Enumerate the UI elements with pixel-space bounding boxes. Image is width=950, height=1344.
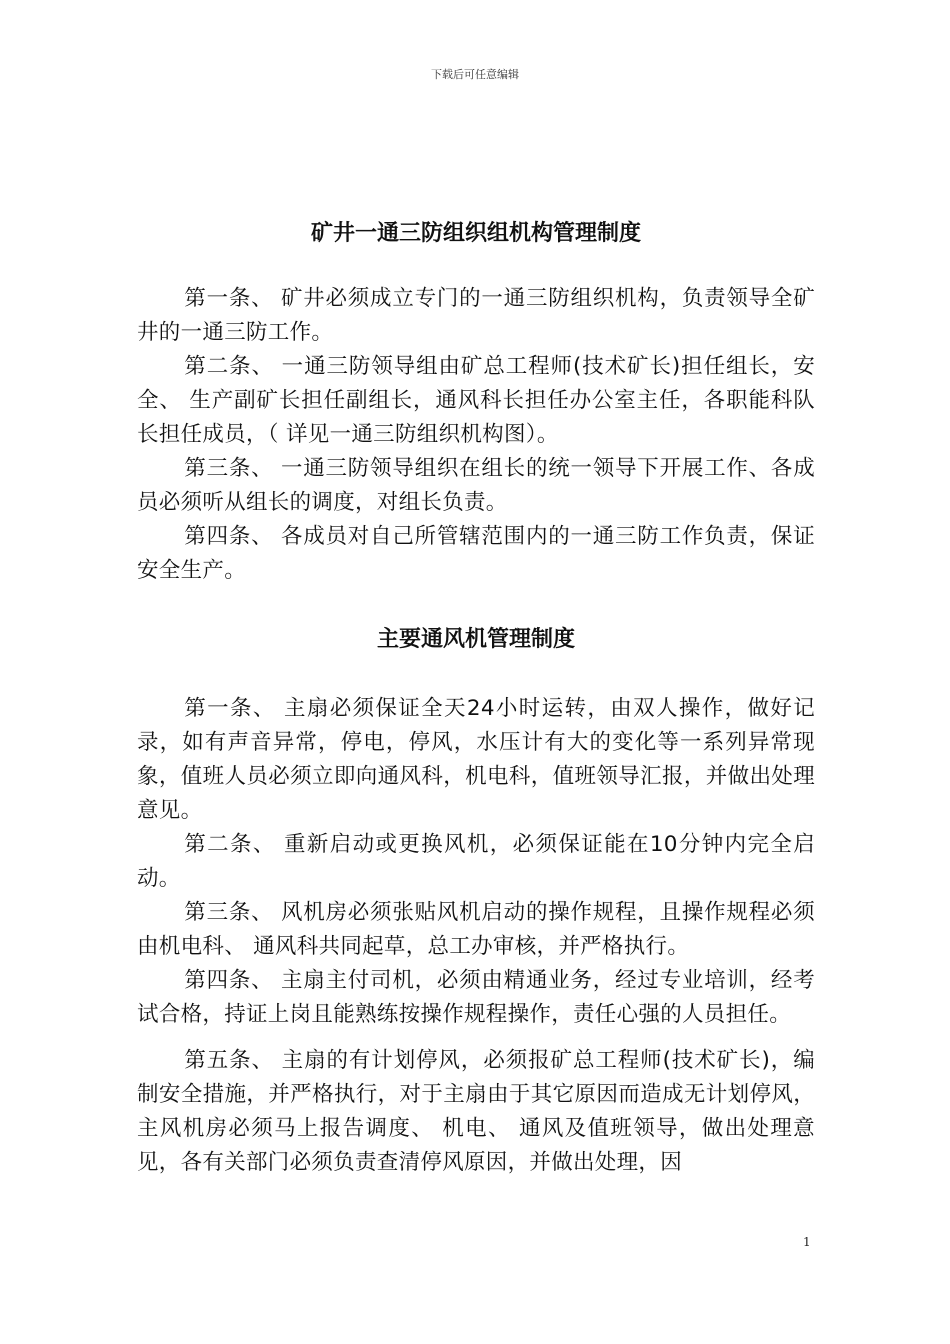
page-number: 1 <box>803 1235 811 1249</box>
article-paragraph: 第三条、 风机房必须张贴风机启动的操作规程，且操作规程必须由机电科、 通风科共同起草，总工办审核，并严格执行。 <box>137 900 815 959</box>
page-header: 下载后可任意编辑 <box>431 68 519 81</box>
article-paragraph: 第二条、 一通三防领导组由矿总工程师(技术矿长)担任组长，安全、 生产副矿长担任副组长，通风科长担任办公室主任，各职能科队长担任成员，（ 详见一通三防组织机构图）。 <box>137 354 815 447</box>
article-paragraph: 第三条、 一通三防领导组织在组长的统一领导下开展工作、各成员必须听从组长的调度，对组长负责。 <box>137 456 815 515</box>
article-paragraph: 第四条、 主扇主付司机，必须由精通业务，经过专业培训，经考试合格，持证上岗且能熟练按操作规程操作，责任心强的人员担任。 <box>137 968 815 1027</box>
article-paragraph: 第二条、 重新启动或更换风机，必须保证能在10分钟内完全启动。 <box>137 832 815 891</box>
section-title-organization: 矿井一通三防组织组机构管理制度 <box>310 221 641 246</box>
document-body <box>137 216 815 1180</box>
section-title-ventilation: 主要通风机管理制度 <box>376 627 575 652</box>
article-paragraph: 第四条、 各成员对自己所管辖范围内的一通三防工作负责，保证安全生产。 <box>137 524 815 583</box>
article-paragraph: 第一条、 主扇必须保证全天24小时运转，由双人操作，做好记录，如有声音异常，停电，停风，水压计有大的变化等一系列异常现象，值班人员必须立即向通风科，机电科，值班领导汇报，并做出处理意见。 <box>137 696 815 823</box>
article-paragraph: 第五条、 主扇的有计划停风，必须报矿总工程师(技术矿长)，编制安全措施，并严格执行，对于主扇由于其它原因而造成无计划停风，主风机房必须马上报告调度、 机电、 通风及值班领导，做出处理意见，各有关部门必须负责查清停风原因，并做出处理，因 <box>137 1048 815 1175</box>
article-paragraph: 第一条、 矿井必须成立专门的一通三防组织机构，负责领导全矿井的一通三防工作。 <box>137 286 815 345</box>
